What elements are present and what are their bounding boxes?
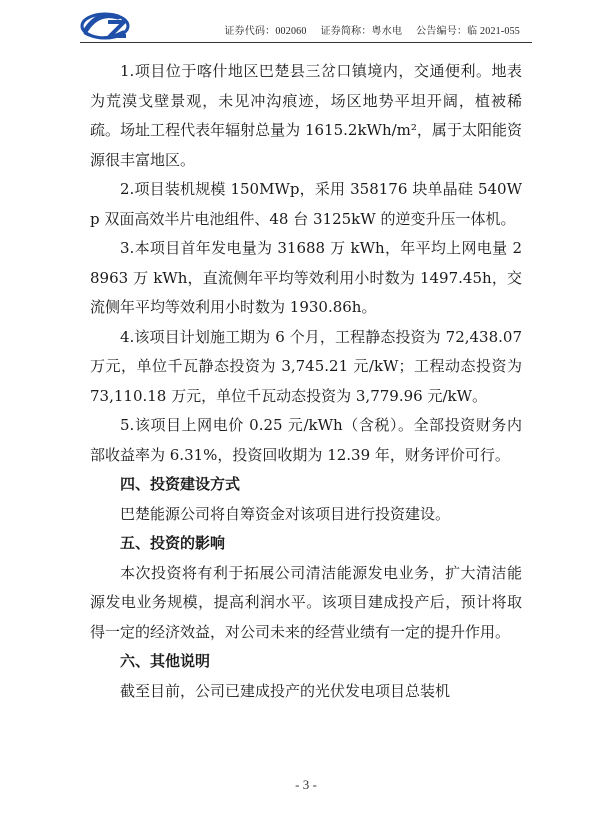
header-divider: [80, 42, 532, 43]
paragraph-1: 1.项目位于喀什地区巴楚县三岔口镇境内，交通便利。地表为荒漠戈壁景观，未见冲沟痕迹，场区地势平坦开阔，植被稀疏。场址工程代表年辐射总量为 1615.2kWh/m²，属于太阳能资源很丰富地区。: [90, 62, 522, 169]
header-meta: [210, 22, 520, 37]
stock-code: 证券代码：002060: [224, 26, 307, 37]
section-4-text: 巴楚能源公司将自筹资金对该项目进行投资建设。: [120, 504, 451, 523]
section-6-heading: 六、其他说明: [120, 652, 211, 670]
paragraph-4: 4.该项目计划施工期为 6 个月，工程静态投资为 72,438.07 万元，单位千瓦静态投资为 3,745.21 元/kW；工程动态投资为 73,110.18 万元，单位千瓦动态投资为 3,779.96 元/kW。: [90, 327, 522, 405]
section-4-heading: 四、投资建设方式: [120, 475, 241, 493]
paragraph-3: 3.本项目首年发电量为 31688 万 kWh，年平均上网电量 28963 万 kWh，直流侧年平均等效利用小时数为 1497.45h，交流侧年平均等效利用小时数为 1930.86h。: [90, 239, 522, 316]
paragraph-5: 5.该项目上网电价 0.25 元/kWh（含税）。全部投资财务内部收益率为 6.31%，投资回收期为 12.39 年，财务评价可行。: [90, 416, 522, 464]
page-number: - 3 -: [295, 777, 317, 792]
announcement-number: 公告编号：临 2021-055: [416, 26, 520, 37]
stock-name: 证券简称：粤水电: [320, 26, 403, 37]
section-5-text: 本次投资将有利于拓展公司清洁能源发电业务，扩大清洁能源发电业务规模，提高利润水平。该项目建成投产后，预计将取得一定的经济效益，对公司未来的经营业绩有一定的提升作用。: [90, 563, 522, 641]
document-body: [90, 57, 522, 706]
csg-logo-icon: [80, 9, 130, 43]
section-6-text: 截至目前，公司已建成投产的光伏发电项目总装机: [120, 681, 451, 700]
section-5-heading: 五、投资的影响: [120, 534, 226, 552]
paragraph-2: 2.项目装机规模 150MWp，采用 358176 块单晶硅 540Wp 双面高效半片电池组件、48 台 3125kW 的逆变升压一体机。: [90, 180, 522, 228]
